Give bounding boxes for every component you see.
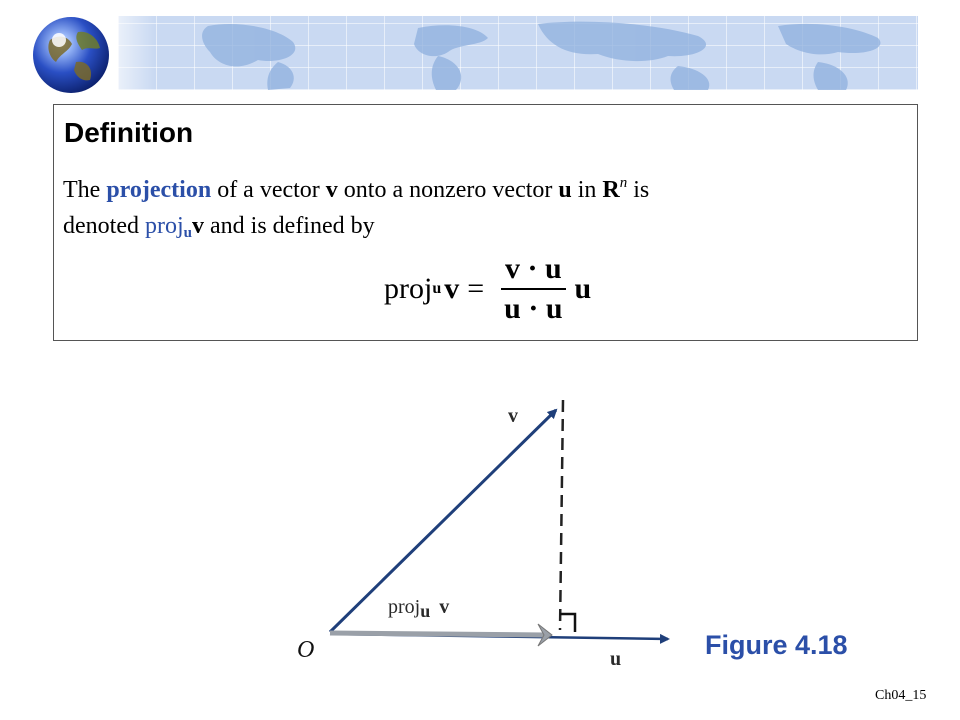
formula-proj-sub: u [432,280,442,297]
vector-v: v [325,177,338,203]
real-space-R: R [602,177,620,203]
def-text-part: of a vector [211,177,326,203]
label-proj-v: v [439,596,450,618]
projection-term: projection [106,177,212,203]
formula-v: v [444,272,460,305]
formula-u: u [574,272,592,305]
def-text-part: in [571,177,603,203]
def-text-part: is [627,177,650,203]
label-v: v [508,405,518,427]
dimension-n: n [619,175,628,191]
proj-notation: proj [144,213,184,239]
vector-u: u [558,177,572,203]
proj-vector-v: v [192,213,204,239]
formula-equals: = [467,272,485,305]
formula-denominator: u · u [504,292,563,325]
formula-numerator: v · u [501,252,566,290]
def-text-part: and is defined by [204,213,375,239]
figure-caption: Figure 4.18 [705,630,848,660]
perpendicular-dashed-line [560,400,563,630]
page-number: Ch04_15 [875,688,927,703]
projection-vector [330,633,545,635]
def-text-part: denoted [63,213,145,239]
label-proj [388,596,449,622]
formula-proj: proj [384,272,433,305]
proj-subscript-u: u [183,225,192,241]
def-text-part: The [63,177,107,203]
label-proj-text: proj [388,596,421,618]
label-proj-sub: u [420,601,431,621]
def-text-part: onto a nonzero vector [337,177,559,203]
definition-title: Definition [64,117,194,148]
label-u: u [610,648,622,670]
right-angle-marker [560,614,575,632]
label-origin: O [297,637,315,663]
